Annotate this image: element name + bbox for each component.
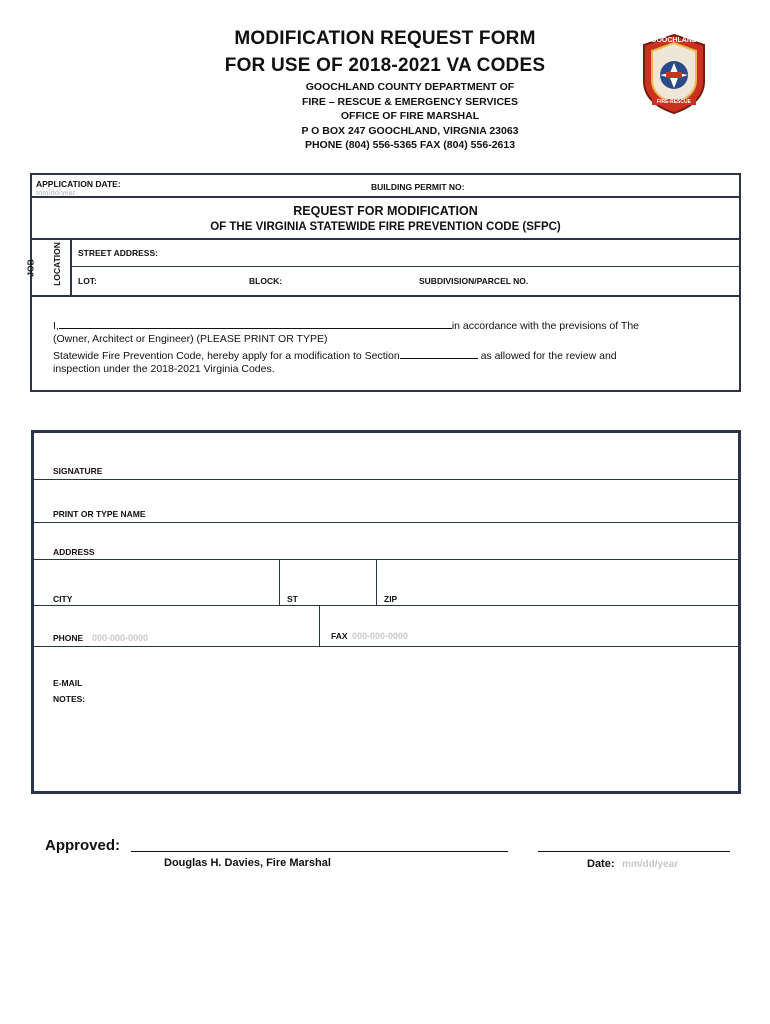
signature-label: SIGNATURE xyxy=(53,466,103,476)
divider xyxy=(376,560,377,605)
building-permit-label: BUILDING PERMIT NO: xyxy=(371,182,465,192)
dept-line: FIRE – RESCUE & EMERGENCY SERVICES xyxy=(301,95,519,108)
print-name-label: PRINT OR TYPE NAME xyxy=(53,509,146,519)
lot-input[interactable] xyxy=(100,272,240,288)
statement-prefix: I, xyxy=(53,320,59,332)
form-title-line2: FOR USE OF 2018-2021 VA CODES xyxy=(224,55,546,76)
divider xyxy=(71,266,740,267)
form-title-line1: MODIFICATION REQUEST FORM xyxy=(234,28,536,49)
section-number-input[interactable] xyxy=(400,348,478,359)
divider xyxy=(34,522,738,523)
dept-line: P O BOX 247 GOOCHLAND, VIRGNIA 23063 xyxy=(301,124,519,137)
approval-signature-line[interactable] xyxy=(131,851,508,852)
block-label: BLOCK: xyxy=(249,276,283,286)
city-label: CITY xyxy=(53,594,73,604)
approval-date-line[interactable] xyxy=(538,851,730,852)
address-input[interactable] xyxy=(105,527,730,555)
address-label: ADDRESS xyxy=(53,547,95,557)
statement-review-text: as allowed for the review and xyxy=(480,350,617,362)
approval-date-input[interactable]: mm/dd/year xyxy=(622,859,679,870)
fax-label: FAX xyxy=(331,631,348,641)
state-label: ST xyxy=(287,594,298,604)
application-date-label: APPLICATION DATE: xyxy=(36,179,121,189)
email-input[interactable] xyxy=(95,652,730,686)
job-label: JOB xyxy=(25,259,36,277)
statement-section-text: Statewide Fire Prevention Code, hereby apply for a modification to Section xyxy=(53,350,400,362)
application-date-input[interactable]: mm/dd/year xyxy=(36,190,76,197)
dept-line: OFFICE OF FIRE MARSHAL xyxy=(340,110,480,122)
divider xyxy=(319,606,320,646)
divider xyxy=(31,238,740,240)
notes-label: NOTES: xyxy=(53,694,86,704)
divider xyxy=(34,605,738,606)
approved-label: Approved: xyxy=(45,837,120,854)
subdivision-input[interactable] xyxy=(550,272,735,288)
logo-top-text: GOOCHLAND xyxy=(651,37,697,44)
applicant-name-input[interactable] xyxy=(59,318,452,329)
statement-line4: inspection under the 2018-2021 Virginia Codes. xyxy=(53,363,275,375)
zip-label: ZIP xyxy=(384,594,398,604)
fax-input[interactable]: 000-000-0000 xyxy=(352,631,409,641)
divider xyxy=(34,559,738,560)
dept-line: GOOCHLAND COUNTY DEPARTMENT OF xyxy=(305,81,515,93)
building-permit-input[interactable] xyxy=(450,180,735,194)
street-address-input[interactable] xyxy=(170,244,735,260)
zip-input[interactable] xyxy=(405,564,730,602)
print-name-input[interactable] xyxy=(165,484,730,518)
divider xyxy=(34,479,738,480)
signature-input[interactable] xyxy=(140,438,730,474)
request-title-line2: OF THE VIRGINIA STATEWIDE FIRE PREVENTION CODE (SFPC) xyxy=(210,221,561,233)
divider xyxy=(279,560,280,605)
dept-line: PHONE (804) 556-5365 FAX (804) 556-2613 xyxy=(304,139,516,151)
logo-bottom-text: FIRE-RESCUE xyxy=(652,99,696,105)
street-address-label: STREET ADDRESS: xyxy=(78,248,158,258)
request-title-line1: REQUEST FOR MODIFICATION xyxy=(293,204,478,218)
notes-input[interactable] xyxy=(53,708,728,786)
department-header xyxy=(200,80,620,153)
location-label: LOCATION xyxy=(51,242,62,286)
approval-date-label: Date: xyxy=(587,858,615,870)
divider xyxy=(34,646,738,647)
divider xyxy=(31,196,740,198)
lot-label: LOT: xyxy=(78,276,97,286)
city-input[interactable] xyxy=(85,564,270,602)
divider xyxy=(31,295,740,297)
email-label: E-MAIL xyxy=(53,678,83,688)
job-location-side-label xyxy=(25,239,70,295)
subdivision-label: SUBDIVISION/PARCEL NO. xyxy=(419,276,529,286)
fire-marshal-name: Douglas H. Davies, Fire Marshal xyxy=(164,857,331,869)
phone-input[interactable]: 000-000-0000 xyxy=(92,633,149,643)
phone-label: PHONE xyxy=(53,633,84,643)
statement-owner-note: (Owner, Architect or Engineer) (PLEASE PRINT OR TYPE) xyxy=(53,333,328,345)
divider xyxy=(70,239,72,295)
state-input[interactable] xyxy=(305,564,365,602)
fire-department-logo xyxy=(638,33,710,115)
statement-in-accordance: in accordance with the previsions of The xyxy=(451,320,640,332)
block-input[interactable] xyxy=(290,272,410,288)
